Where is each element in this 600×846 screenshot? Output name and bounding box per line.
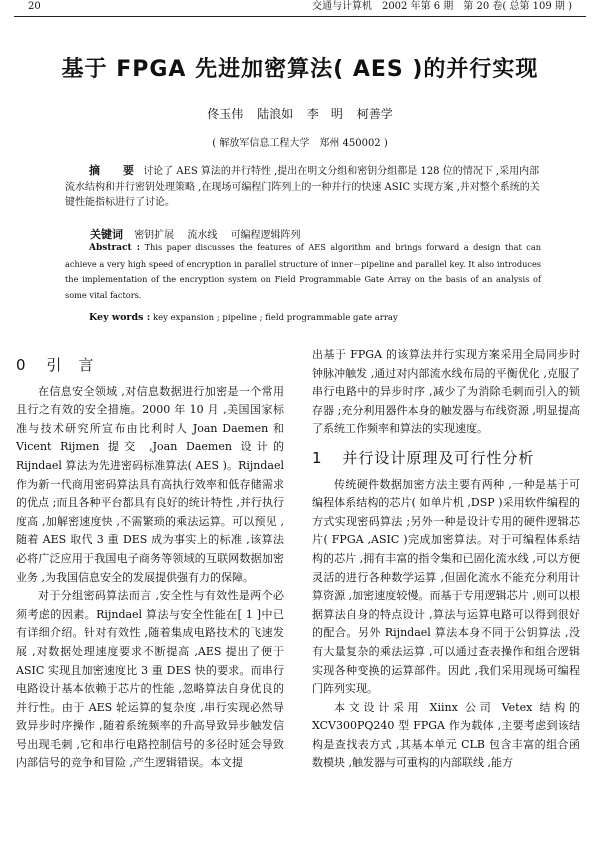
keyword: 流水线 xyxy=(187,230,218,241)
keywords-en xyxy=(89,312,549,323)
right-column xyxy=(312,346,580,773)
running-header xyxy=(14,0,586,17)
abstract-cn-text: 讨论了 AES 算法的并行特性 ,提出在明文分组和密钥分组都是 128 位的情况下 ,采用内部流水结构和并行密钥处理策略 ,在现场可编程门阵列上的一种并行的快速 ASIC 实现方案 ,并对整个系统的关键性能指标进行了讨论。 xyxy=(65,166,540,208)
body-paragraph: 在信息安全领域 ,对信息数据进行加密是一个常用且行之有效的安全措施。2000 年 10 月 ,美国国家标准与技术研究所宣布由比利时人 Joan Daemen 和 Vicent Rijmen 提交 ,Joan Daemen 设计的 Rijndael 算法为先进密码标准算法( AES )。Rijndael 作为新一代商用密码算法具有高执行效率和低存储需求的优点 ;而且各种平台都具有良好的统计特性 ,并行执行度高 ,加解密速度快 ,不需繁琐的乘法运算。可以预见 ,随着 AES 取代 3 重 DES 成为事实上的标准 ,该算法必将广泛应用于我国电子商务等领域的互联网数据加密业务 ,为我国信息安全的发展提供强有力的保障。 xyxy=(16,384,284,584)
body-paragraph: 对于分组密码算法而言 ,安全性与有效性是两个必须考虑的因素。Rijndael 算法与安全性能在[ 1 ]中已有详细介绍。针对有效性 ,随着集成电路技术的飞速发展 ,对数据处理速度要求不断提高 ,AES 提出了便于 ASIC 实现且加密速度比 3 重 DES 快的要求。而串行电路设计基本依赖于芯片的性能 ,忽略算法自身优良的并行性。由于 AES 轮运算的复杂度 ,串行实现必然导致异步时序操作 ,随着系统频率的升高导致异步触发信号出现毛刺 ,它和串行电路控制信号的多径时延会导致内部信号的竞争和冒险 ,产生逻辑错误。本文提 xyxy=(16,589,284,770)
page-number: 20 xyxy=(28,1,41,12)
section-title: 引 言 xyxy=(46,356,95,374)
body-paragraph: 本文设计采用 Xiinx 公司 Vetex 结构的 XCV300PQ240 型 FPGA 作为载体 ,主要考虑到该结构是查找表方式 ,其基本单元 CLB 包含丰富的组合函数模块 ,触发器与可重构的内部联线 ,能方 xyxy=(312,700,580,770)
journal-info: 交通与计算机 2002 年第 6 期 第 20 卷( 总第 109 期 ) xyxy=(311,1,572,12)
abstract-en xyxy=(65,240,541,303)
affiliation: ( 解放军信息工程大学 郑州 450002 ) xyxy=(212,138,388,149)
author: 柯善学 xyxy=(356,107,393,121)
author-list xyxy=(0,105,600,122)
keywords-cn-label: 关键词 xyxy=(90,228,123,241)
section-number: 0 xyxy=(16,356,27,374)
author: 佟玉伟 xyxy=(207,107,244,121)
author: 李 明 xyxy=(306,107,343,121)
abstract-cn-label: 摘 要 xyxy=(89,164,140,177)
author: 陆浪如 xyxy=(257,107,294,121)
paper-title: 基于 FPGA 先进加密算法( AES )的并行实现 xyxy=(61,57,539,82)
abstract-en-label: Abstract : xyxy=(89,243,141,253)
section-number: 1 xyxy=(312,448,323,467)
abstract-en-text: This paper discusses the features of AES algorithm and brings forward a design that can achieve a very high speed of encryption in parallel structure of inner－pipeline and parallel key. It also introduces the implementation of the encryption system on Field Programmable Gate Array on the basis of an analysis of some vital factors. xyxy=(65,242,541,300)
body-paragraph: 传统硬件数据加密方法主要有两种 ,一种是基于可编程体系结构的芯片( 如单片机 ,DSP )采用软件编程的方式实现密码算法 ;另外一种是设计专用的硬件逻辑芯片( FPGA ,ASIC )完成加密算法。对于可编程体系结构的芯片 ,拥有丰富的指令集和已固化流水线 ,可以方便灵活的进行各种数学运算 ,但固化流水不能充分利用计算资源 ,加密速度较慢。而基于专用逻辑芯片 ,则可以根据算法自身的特点设计 ,算法与运算电路可以得到很好的配合。另外 Rijndael 算法本身不同于公钥算法 ,没有大量复杂的乘法运算 ,可以通过查表操作和组合逻辑实现各种变换的运算部件。因此 ,我们采用现场可编程门阵列实现。 xyxy=(312,477,580,696)
left-column xyxy=(16,346,284,773)
body-paragraph: 出基于 FPGA 的该算法并行实现方案采用全局同步时钟脉冲触发 ,通过对内部流水线布局的平衡优化 ,克服了串行电路中的异步时序 ,减少了为消除毛刺而引入的锁存器 ;充分利用器件本身的触发器与布线资源 ,明显提高了系统工作频率和算法的实现速度。 xyxy=(312,348,580,436)
keywords-en-label: Key words : xyxy=(89,312,151,323)
section-heading xyxy=(16,356,284,375)
section-heading xyxy=(312,449,580,468)
keyword: 密钥扩展 xyxy=(134,230,175,241)
section-title: 并行设计原理及可行性分析 xyxy=(342,448,535,467)
keywords-en-text: key expansion ; pipeline ; field programmable gate array xyxy=(152,313,398,323)
keyword: 可编程逻辑阵列 xyxy=(230,230,301,241)
abstract-cn xyxy=(65,163,541,211)
